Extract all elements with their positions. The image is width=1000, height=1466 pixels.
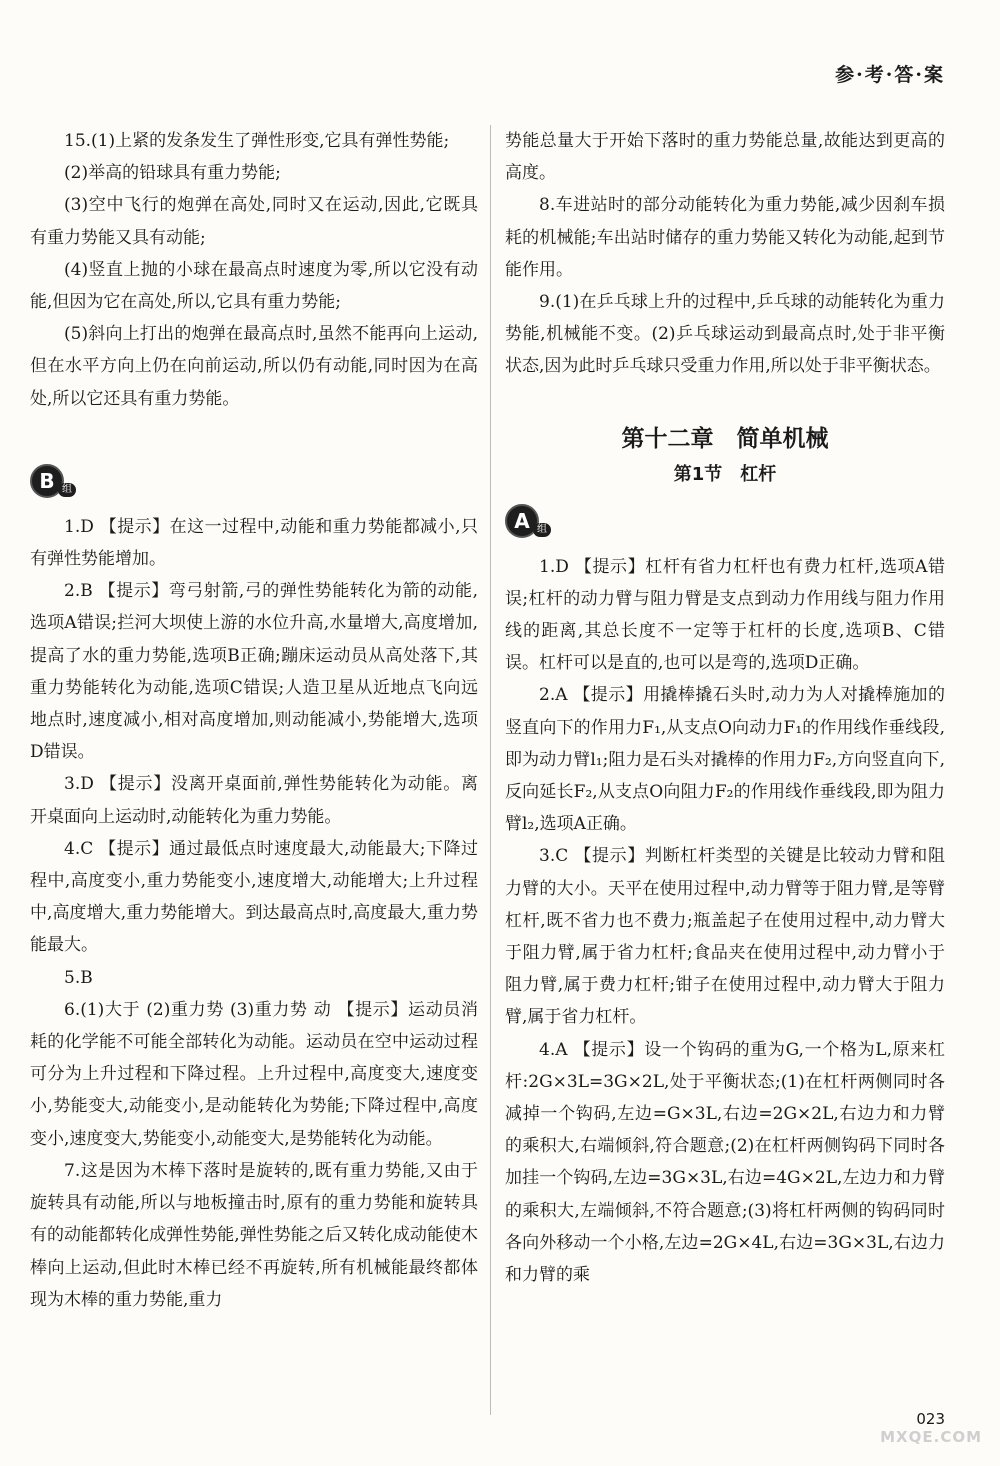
- chapter-title: 第十二章 简单机械: [621, 425, 829, 452]
- answer-15-part-1: 15.(1)上紧的发条发生了弹性形变,它具有弹性势能;: [64, 131, 450, 151]
- answer-b-7: 7.这是因为木棒下落时是旋转的,既有重力势能,又由于旋转具有动能,所以与地板撞击时,原有的重力势能和旋转具有的动能都转化成弹性势能,弹性势能之后又转化成动能使木棒向上运动,但此时木棒已经不再旋转,所有机械能最终都体现为木棒的重力势能,重力: [30, 1160, 478, 1310]
- badge-letter: B: [30, 464, 64, 498]
- answer-b-2: 2.B 【提示】弯弓射箭,弓的弹性势能转化为箭的动能,选项A错误;拦河大坝使上游的水位升高,水量增大,高度增加,提高了水的重力势能,选项B正确;蹦床运动员从高处落下,其重力势能转化为动能,选项C错误;人造卫星从近地点飞向远地点时,速度减小,相对高度增加,则动能减小,势能增大,选项D错误。: [30, 581, 478, 763]
- page-header-title: 参·考·答·案: [835, 64, 945, 86]
- answer-b-4: 4.C 【提示】通过最低点时速度最大,动能最大;下降过程中,高度变小,重力势能变小,速度增大,动能增大;上升过程中,高度增大,重力势能增大。到达最高点时,高度最大,重力势能最大。: [30, 838, 478, 956]
- spacer: [505, 383, 945, 413]
- answer-b-1: 1.D 【提示】在这一过程中,动能和重力势能都减小,只有弹性势能增加。: [30, 516, 478, 570]
- answer-7-continued: 势能总量大于开始下落时的重力势能总量,故能达到更高的高度。: [505, 131, 945, 184]
- answer-b-3: 3.D 【提示】没离开桌面前,弹性势能转化为动能。离开桌面向上运动时,动能转化为重力势能。: [30, 774, 478, 827]
- answer-a-2: 2.A 【提示】用撬棒撬石头时,动力为人对撬棒施加的竖直向下的作用力F₁,从支点O向动力F₁的作用线作垂线段,即为动力臂l₁;阻力是石头对撬棒的作用力F₂,方向竖直向下,反向延长F₂,从支点O向阻力F₂的作用线作垂线段,即为阻力臂l₂,选项A正确。: [505, 685, 945, 835]
- answer-b-8: 8.车进站时的部分动能转化为重力势能,减少因刹车损耗的机械能;车出站时储存的重力势能又转化为动能,起到节能作用。: [505, 195, 945, 280]
- answer-15-part-2: (2)举高的铅球具有重力势能;: [64, 163, 281, 184]
- badge-letter: A: [505, 504, 539, 538]
- spacer: [30, 415, 478, 451]
- section-title: 第1节 杠杆: [673, 463, 777, 485]
- group-a-badge-icon: [505, 503, 565, 539]
- group-b-heading: [30, 451, 478, 511]
- group-b-badge-icon: [30, 463, 90, 499]
- watermark-logo: MXQE.COM: [880, 1428, 982, 1446]
- answer-15-part-4: (4)竖直上抛的小球在最高点时速度为零,所以它没有动能,但因为它在高处,所以,它具有重力势能;: [30, 259, 478, 313]
- group-a-heading: [505, 491, 945, 551]
- badge-group-label: 组: [58, 483, 76, 497]
- badge-group-label: 组: [533, 523, 551, 537]
- answer-a-3: 3.C 【提示】判断杠杆类型的关键是比较动力臂和阻力臂的大小。天平在使用过程中,动力臂等于阻力臂,是等臂杠杆,既不省力也不费力;瓶盖起子在使用过程中,动力臂大于阻力臂,属于省力杠杆;食品夹在使用过程中,动力臂小于阻力臂,属于费力杠杆;钳子在使用过程中,动力臂大于阻力臂,属于省力杠杆。: [505, 846, 945, 1028]
- answer-a-4: 4.A 【提示】设一个钩码的重为G,一个格为L,原来杠杆:2G×3L=3G×2L,处于平衡状态;(1)在杠杆两侧同时各减掉一个钩码,左边=G×3L,右边=2G×2L,右边力和力臂的乘积大,右端倾斜,符合题意;(2)在杠杆两侧钩码下同时各加挂一个钩码,左边=3G×3L,右边=4G×2L,左边力和力臂的乘积大,左端倾斜,不符合题意;(3)将杠杆两侧的钩码同时各向外移动一个小格,左边=2G×4L,右边=3G×3L,右边力和力臂的乘: [505, 1039, 945, 1286]
- column-divider: [490, 125, 491, 1415]
- answer-a-1: 1.D 【提示】杠杆有省力杠杆也有费力杠杆,选项A错误;杠杆的动力臂与阻力臂是支点到动力作用线与阻力作用线的距离,其总长度不一定等于杠杆的长度,选项B、C错误。杠杆可以是直的,也可以是弯的,选项D正确。: [505, 556, 945, 674]
- page-number: 023: [916, 1410, 945, 1428]
- answer-b-9: 9.(1)在乒乓球上升的过程中,乒乓球的动能转化为重力势能,机械能不变。(2)乒乓球运动到最高点时,处于非平衡状态,因为此时乒乓球只受重力作用,所以处于非平衡状态。: [505, 292, 945, 377]
- answer-b-6: 6.(1)大于 (2)重力势 (3)重力势 动 【提示】运动员消耗的化学能不可能全部转化为动能。运动员在空中运动过程可分为上升过程和下降过程。上升过程中,高度变大,速度变小,势能变大,动能变小,是动能转化为势能;下降过程中,高度变小,速度变大,势能变小,动能变大,是势能转化为动能。: [30, 999, 478, 1149]
- answer-b-5: 5.B: [64, 967, 93, 988]
- answer-15-part-5: (5)斜向上打出的炮弹在最高点时,虽然不能再向上运动,但在水平方向上仍在向前运动,所以仍有动能,同时因为在高处,所以它还具有重力势能。: [30, 324, 478, 409]
- left-column: [30, 125, 478, 1316]
- answer-15-part-3: (3)空中飞行的炮弹在高处,同时又在运动,因此,它既具有重力势能又具有动能;: [30, 195, 478, 248]
- right-column: [505, 125, 945, 1291]
